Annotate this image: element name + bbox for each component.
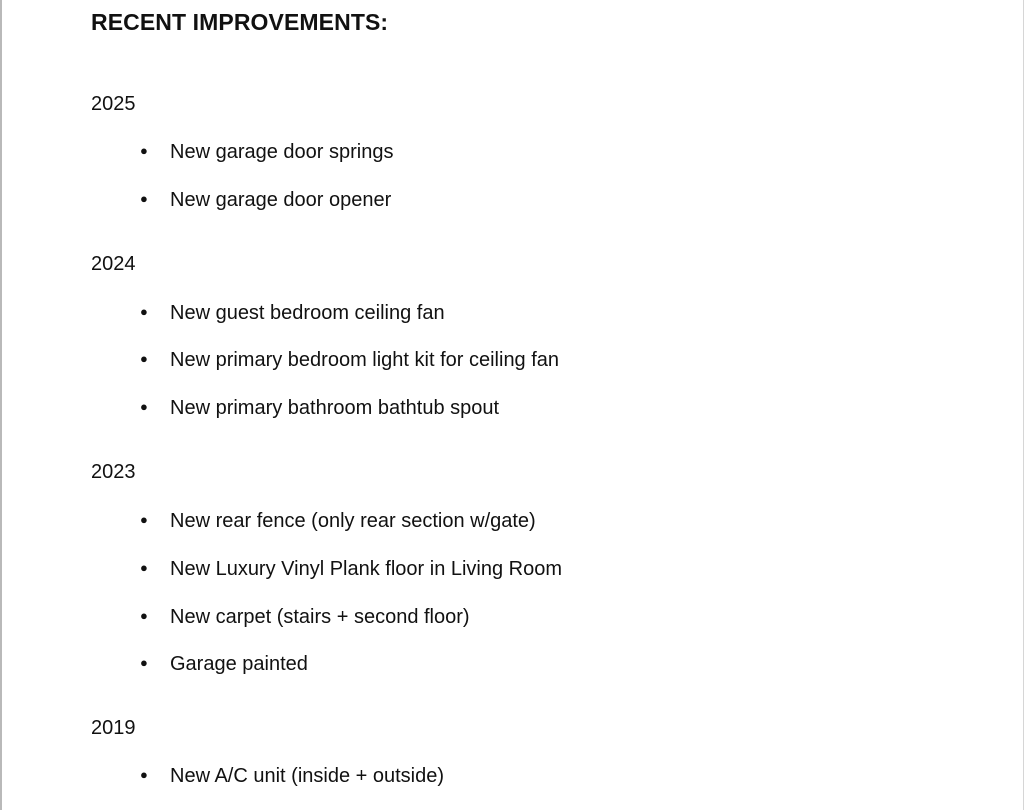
- bullet-icon: ●: [140, 607, 148, 623]
- bullet-icon: ●: [140, 654, 148, 670]
- list-item-text: New primary bathroom bathtub spout: [170, 397, 500, 419]
- list-item: [140, 346, 559, 374]
- list-item-text: New garage door springs: [170, 141, 394, 163]
- bullet-icon: ●: [140, 559, 148, 575]
- bullet-icon: ●: [140, 142, 148, 158]
- year-heading-2024: 2024: [91, 253, 136, 275]
- year-heading-2025: 2025: [91, 93, 136, 115]
- list-item: [140, 299, 445, 327]
- page-edge-left: [0, 0, 2, 810]
- list-item-text: New carpet (stairs + second floor): [170, 606, 470, 628]
- document-title: RECENT IMPROVEMENTS:: [91, 9, 389, 35]
- bullet-icon: ●: [140, 350, 148, 366]
- year-heading-2023: 2023: [91, 461, 136, 483]
- bullet-icon: ●: [140, 190, 148, 206]
- list-item-text: New guest bedroom ceiling fan: [170, 302, 445, 324]
- list-item: [140, 394, 499, 422]
- list-item-text: New A/C unit (inside + outside): [170, 765, 445, 787]
- bullet-icon: ●: [140, 303, 148, 319]
- list-item: [140, 603, 470, 631]
- list-item: [140, 507, 536, 535]
- list-item-text: Garage painted: [170, 653, 308, 675]
- bullet-icon: ●: [140, 511, 148, 527]
- bullet-icon: ●: [140, 766, 148, 782]
- list-item: [140, 555, 562, 583]
- year-heading-2019: 2019: [91, 717, 136, 739]
- list-item-text: New garage door opener: [170, 189, 392, 211]
- list-item-text: New Luxury Vinyl Plank floor in Living Room: [170, 558, 563, 580]
- list-item: [140, 762, 444, 790]
- list-item-text: New primary bedroom light kit for ceiling fan: [170, 349, 560, 371]
- list-item: [140, 650, 308, 678]
- list-item: [140, 138, 393, 166]
- list-item-text: New rear fence (only rear section w/gate): [170, 510, 536, 532]
- document-body: [91, 6, 991, 787]
- list-item: [140, 186, 391, 214]
- bullet-icon: ●: [140, 398, 148, 414]
